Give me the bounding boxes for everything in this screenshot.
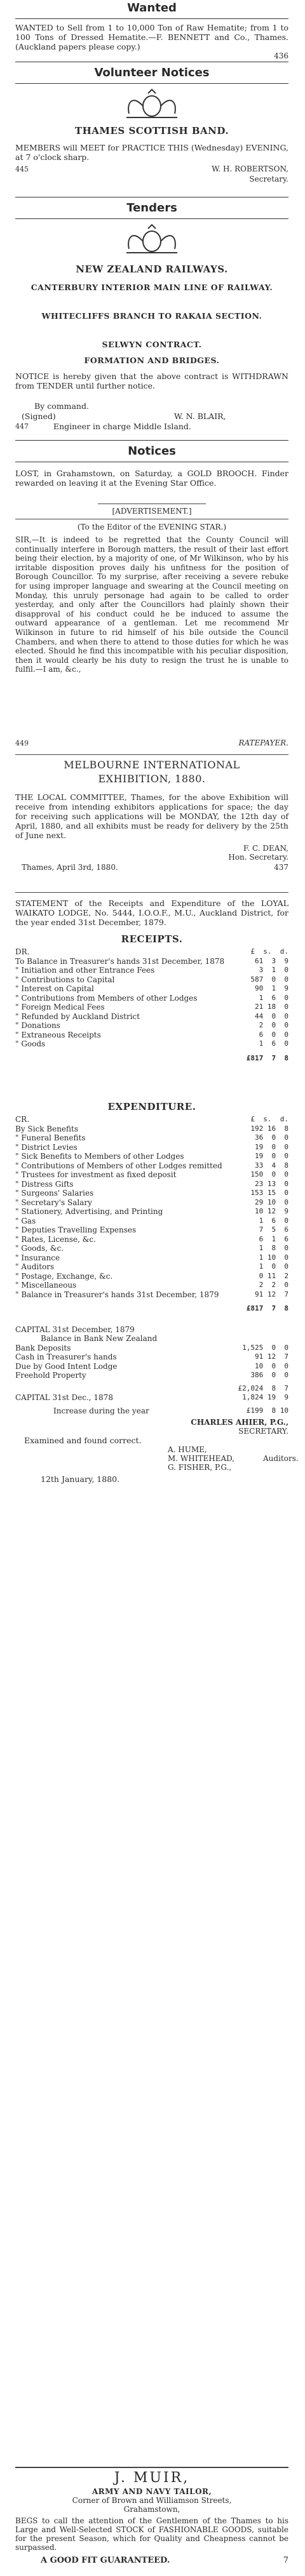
ledger-item: To Balance in Treasurer's hands 31st December, 1878: [15, 956, 225, 966]
ledger-item: " Insurance: [15, 1253, 60, 1262]
ledger-amount: 6 1 6: [259, 1234, 288, 1243]
lodge-statement: [15, 898, 299, 2251]
ledger-row: [15, 1207, 288, 1217]
ledger-item: " Contributions from Members of other Lodges: [15, 993, 198, 1003]
ledger-row: [15, 1021, 288, 1031]
ledger-row: [15, 1161, 288, 1171]
tailor-text: BEGS to call the attention of the Gentlemen of the Thames to his Large and Well-Selected STOCK of FASHIONABLE GOODS, suitable for the present Season, which for Quality and Cheapness cannot be surpassed.: [15, 2516, 288, 2552]
ledger-row: [15, 1225, 288, 1235]
to-editor: (To the Editor of the EVENING STAR.): [77, 523, 227, 531]
ledger-amount: 1 6 0: [259, 1039, 288, 1048]
ad-number: 447: [15, 422, 29, 430]
ledger-amount: 150 0 0: [250, 1170, 288, 1178]
capital-1878-label: CAPITAL 31st Dec., 1878: [15, 1393, 113, 1402]
ledger-amount: 3 1 0: [259, 966, 288, 974]
ledger-item: " District Levies: [15, 1142, 78, 1152]
ledger-item: " Miscellaneous: [15, 1281, 77, 1290]
ledger-row: [15, 1012, 288, 1022]
ledger-row: [15, 975, 288, 985]
ledger-item: " Trustees for investment as fixed deposit: [15, 1170, 177, 1179]
ledger-item: " Auditors: [15, 1262, 55, 1271]
ledger-row: [15, 1290, 288, 1300]
wanted-section: [15, 0, 288, 60]
advertisement-label: [ADVERTISEMENT.]: [112, 507, 192, 516]
coat-of-arms-icon: [120, 88, 184, 120]
ad-number: 7: [283, 2556, 288, 2565]
ledger-item: " Distress Gifts: [15, 1179, 74, 1189]
ledger-item: Cash in Treasurer's hands: [15, 1352, 117, 1361]
receipts-total: £817 7 8: [246, 1053, 288, 1062]
ledger-row: [15, 1189, 288, 1198]
ledger-item: Freehold Property: [15, 1371, 86, 1380]
ledger-item: By Sick Benefits: [15, 1124, 79, 1133]
ledger-row: [15, 1272, 288, 1281]
ledger-amount: 23 13 0: [255, 1179, 288, 1188]
ledger-row: [15, 1170, 288, 1180]
ledger-row: [15, 1003, 288, 1012]
exhibition-place-date: Thames, April 3rd, 1880.: [22, 863, 118, 872]
ledger-item: " Interest on Capital: [15, 984, 94, 993]
ledger-amount: 91 12 7: [255, 1352, 288, 1361]
ledger-row: [15, 1143, 288, 1152]
section-header-tenders: Tenders: [15, 197, 288, 219]
ledger-amount: 386 0 0: [250, 1371, 288, 1379]
contract-name: SELWYN CONTRACT.: [102, 340, 202, 349]
works-name: FORMATION AND BRIDGES.: [84, 356, 220, 365]
expenditure-list: [15, 1124, 288, 1300]
expenditure-title: EXPENDITURE.: [107, 1101, 196, 1112]
ledger-amount: 7 5 6: [259, 1225, 288, 1234]
capital-1878-amount: 1,824 19 9: [242, 1393, 288, 1401]
volunteer-section: [15, 62, 288, 195]
ledger-item: " Gas: [15, 1216, 36, 1225]
railway-line: CANTERBURY INTERIOR MAIN LINE OF RAILWAY.: [30, 283, 273, 292]
divider: [15, 892, 288, 893]
increase-amount: £199 8 10: [246, 1406, 288, 1415]
ledger-row: [15, 1244, 288, 1253]
ledger-amount: 29 10 0: [255, 1198, 288, 1206]
ledger-item: " Secretary's Salary: [15, 1198, 92, 1207]
band-title: THAMES SCOTTISH BAND.: [74, 125, 229, 137]
secretary-name: CHARLES AHIER, P.G.,: [191, 1418, 288, 1427]
wanted-ad: WANTED to Sell from 1 to 10,000 Ton of Raw Hematite; from 1 to 100 Tons of Dressed Hematite.—F. BENNETT and Co., Thames. (Auckland papers please copy.): [15, 23, 288, 51]
statement-date: 12th January, 1880.: [41, 1474, 120, 1484]
ledger-amount: 153 15 0: [250, 1189, 288, 1197]
ledger-item: " Donations: [15, 1021, 60, 1030]
ledger-amount: 91 12 7: [255, 1290, 288, 1298]
ledger-row: [15, 1198, 288, 1208]
ledger-amount: 0 11 2: [259, 1271, 288, 1280]
capital-list: [15, 1344, 288, 1380]
ledger-row: [15, 1031, 288, 1040]
lsd-header: £ s. d.: [250, 947, 288, 956]
ledger-item: " Goods, &c.: [15, 1244, 64, 1253]
examined-text: Examined and found correct.: [24, 1436, 142, 1445]
ledger-item: " Deputies Travelling Expenses: [15, 1225, 137, 1234]
tailor-town: Grahamstown,: [123, 2505, 180, 2514]
ledger-amount: 90 1 9: [255, 984, 288, 992]
auditor-name: A. HUME,: [168, 1445, 207, 1454]
ledger-amount: 192 16 8: [250, 1124, 288, 1133]
ledger-item: " Contributions of Members of other Lodges remitted: [15, 1161, 222, 1170]
band-notice: MEMBERS will MEET for PRACTICE THIS (Wednesday) EVENING, at 7 o'clock sharp.: [15, 143, 288, 162]
ad-number: 436: [274, 51, 288, 60]
ledger-amount: 61 3 9: [255, 956, 288, 965]
ledger-row: [15, 1039, 288, 1049]
signed-label: (Signed): [22, 411, 56, 421]
ledger-item: Due by Good Intent Lodge: [15, 1361, 118, 1371]
ledger-item: " Refunded by Auckland District: [15, 1011, 140, 1021]
lost-notice: LOST, in Grahamstown, on Saturday, a GOLD BROOCH. Finder rewarded on leaving it at the Evening Star Office.: [15, 469, 288, 488]
receipts-list: [15, 957, 288, 1049]
cr-label: CR.: [15, 1115, 30, 1124]
statement-intro: STATEMENT of the Receipts and Expenditure of the LOYAL WAIKATO LODGE, No. 5444, I.O.O.F., M.U., Auckland District, for the year ended 31st December, 1879.: [15, 898, 288, 927]
ledger-item: " Funeral Benefits: [15, 1133, 86, 1142]
signer-role: Hon. Secretary.: [228, 853, 288, 862]
ledger-item: " Extraneous Receipts: [15, 1030, 101, 1039]
ledger-item: " Postage, Exchange, &c.: [15, 1271, 113, 1281]
section-header-wanted: Wanted: [15, 0, 288, 19]
ledger-row: [15, 966, 288, 975]
ledger-row: [15, 1217, 288, 1226]
ledger-amount: 587 0 0: [250, 975, 288, 984]
ledger-amount: 2 0 0: [259, 1021, 288, 1029]
ledger-row: [15, 1253, 288, 1263]
auditor-name: M. WHITEHEAD,: [168, 1454, 235, 1463]
ledger-row: [15, 957, 288, 966]
expenditure-total: £817 7 8: [246, 1304, 288, 1312]
ledger-row: [15, 1281, 288, 1290]
divider: [15, 754, 288, 755]
ledger-row: [15, 1262, 288, 1272]
coat-of-arms-icon: [120, 224, 184, 255]
ledger-row: [15, 1133, 288, 1143]
letter-signature: RATEPAYER.: [238, 738, 288, 747]
exhibition-notice: [15, 759, 288, 886]
ledger-item: " Contributions to Capital: [15, 975, 115, 984]
ledger-row: [15, 994, 288, 1003]
signer-role: Engineer in charge Middle Island.: [53, 422, 191, 431]
notices-section: [15, 440, 288, 764]
ledger-amount: 2 2 0: [259, 1281, 288, 1289]
tailor-subtitle: ARMY AND NAVY TAILOR,: [92, 2487, 212, 2496]
ledger-item: " Goods: [15, 1039, 46, 1048]
ledger-amount: 1 10 0: [259, 1253, 288, 1262]
ledger-item: " Balance in Treasurer's hands 31st December, 1879: [15, 1290, 219, 1299]
ledger-amount: 19 0 0: [255, 1142, 288, 1151]
increase-label: Increase during the year: [53, 1406, 149, 1415]
ledger-item: " Rates, License, &c.: [15, 1234, 96, 1244]
ledger-amount: 1 6 0: [259, 1216, 288, 1225]
ledger-amount: 44 0 0: [255, 1011, 288, 1020]
ledger-item: " Initiation and other Entrance Fees: [15, 966, 155, 975]
capital-1879-label: CAPITAL 31st December, 1879: [15, 1325, 135, 1334]
ad-number: 437: [274, 863, 288, 872]
ledger-item: Bank Deposits: [15, 1343, 71, 1352]
tenders-section: [15, 197, 288, 438]
ledger-amount: 21 18 0: [255, 1003, 288, 1011]
receipts-title: RECEIPTS.: [121, 933, 183, 945]
ledger-amount: 10 12 9: [255, 1207, 288, 1215]
signer: F. C. DEAN,: [243, 844, 288, 853]
lsd-header: £ s. d.: [250, 1115, 288, 1123]
dr-label: DR.: [15, 947, 30, 956]
exhibition-year: EXHIBITION, 1880.: [98, 773, 206, 785]
letter-body: SIR,—It is indeed to be regretted that the County Council will continually interfere in Borough matters, the result of their last effort being their election, by a majority of one, of Mr Wilkinson, who by his irritable disposition proves daily his unfitness for the position of Borough Councillor. To my surprise, after receiving a severe rebuke for using improper language and swearing at the Council meeting on Monday, this unruly personage had again to be called to order yesterday, and only after the Councillors had plainly shown their disapproval of his conduct could he be induced to assume the outward appearance of a gentleman. Let me recommend Mr Wilkinson in future to rid himself of his bile outside the Council Chambers, and when there to attend to those duties for which he was elected. Should he find this incompatible with his peculiar disposition, then it would clearly be his duty to resign the trust he is unable to fulfil.—I am, &c.,: [15, 535, 288, 674]
ledger-amount: 1 6 0: [259, 993, 288, 1002]
signer: W. H. ROBERTSON,: [212, 164, 288, 173]
exhibition-title: MELBOURNE INTERNATIONAL: [64, 759, 240, 771]
exhibition-text: THE LOCAL COMMITTEE, Thames, for the above Exhibition will receive from intending exhibitors applications for space; the day for receiving such applications will be MONDAY, the 12th day of April, 1880, and all exhibits must be ready for delivery by the 25th of June next.: [15, 792, 288, 840]
by-command: By command.: [34, 401, 89, 411]
railways-title: NEW ZEALAND RAILWAYS.: [76, 264, 228, 275]
ledger-row: [15, 1124, 288, 1134]
ledger-row: [15, 1352, 288, 1362]
fit-guarantee: A GOOD FIT GUARANTEED.: [41, 2556, 170, 2565]
capital-sub-label: Balance in Bank New Zealand: [41, 1334, 158, 1343]
ledger-row: [15, 984, 288, 994]
ledger-amount: 33 4 8: [255, 1161, 288, 1170]
branch-name: WHITECLIFFS BRANCH TO RAKAIA SECTION.: [41, 311, 262, 321]
secretary-role: SECRETARY.: [238, 1427, 288, 1436]
ad-number: 445: [15, 165, 29, 173]
tailor-name: J. MUIR,: [114, 2470, 190, 2486]
ledger-amount: 19 0 0: [255, 1152, 288, 1160]
ledger-item: " Stationery, Advertising, and Printing: [15, 1207, 163, 1216]
section-header-notices: Notices: [15, 440, 288, 462]
ledger-amount: 36 0 0: [255, 1133, 288, 1142]
ledger-amount: 10 0 0: [255, 1361, 288, 1370]
tailor-address: Corner of Brown and Williamson Streets,: [72, 2496, 232, 2505]
ledger-amount: 1 8 0: [259, 1244, 288, 1252]
muir-tailor-ad: [15, 2470, 288, 2575]
ledger-row: [15, 1362, 288, 1371]
withdrawal-notice: NOTICE is hereby given that the above contract is WITHDRAWN from TENDER until further notice.: [15, 371, 288, 390]
signer: W. N. BLAIR,: [174, 411, 226, 421]
auditor-name: G. FISHER, P.G.,: [168, 1463, 232, 1472]
section-header-volunteer: Volunteer Notices: [15, 62, 288, 84]
ledger-row: [15, 1180, 288, 1189]
ledger-row: [15, 1152, 288, 1161]
ledger-item: " Sick Benefits to Members of other Lodges: [15, 1152, 184, 1161]
ledger-item: " Surgeons' Salaries: [15, 1189, 94, 1198]
ledger-row: [15, 1235, 288, 1245]
ledger-row: [15, 1371, 288, 1380]
ledger-item: " Foreign Medical Fees: [15, 1003, 105, 1011]
signer-role: Secretary.: [249, 175, 288, 184]
ledger-amount: 6 0 0: [259, 1030, 288, 1039]
ledger-amount: 1,525 0 0: [242, 1343, 288, 1352]
ledger-row: [15, 1344, 288, 1353]
ledger-amount: 1 0 0: [259, 1262, 288, 1271]
divider: [15, 2467, 288, 2468]
capital-1879-total: £2,024 8 7: [238, 1384, 288, 1392]
auditors-label: Auditors.: [263, 1454, 299, 1463]
ad-number: 449: [15, 739, 29, 747]
